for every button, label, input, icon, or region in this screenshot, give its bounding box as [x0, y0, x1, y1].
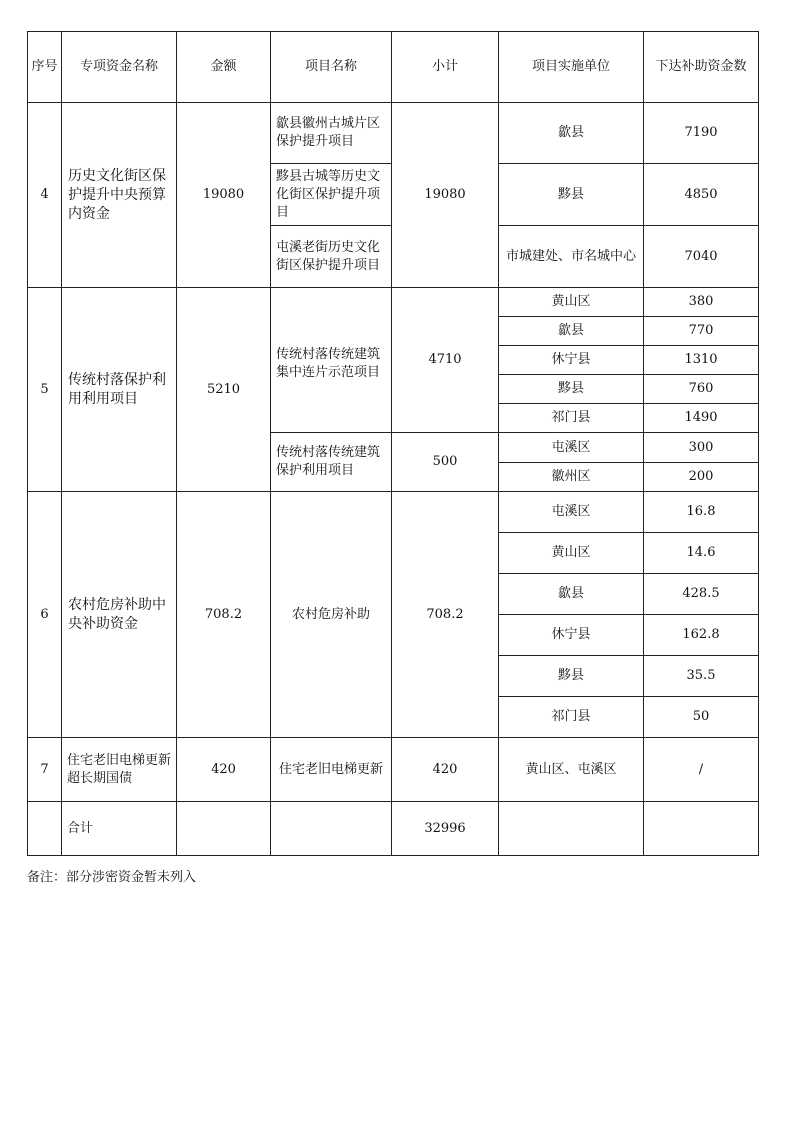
header-fund-name: 专项资金名称 [62, 32, 177, 103]
project-subtotal: 19080 [392, 103, 499, 288]
value-cell: 35.5 [644, 656, 759, 697]
total-label: 合计 [62, 802, 177, 856]
fund-amount: 708.2 [177, 492, 271, 738]
unit-cell: 祁门县 [499, 697, 644, 738]
unit-cell: 屯溪区 [499, 433, 644, 463]
value-cell: 7190 [644, 103, 759, 164]
total-value: 32996 [392, 802, 499, 856]
value-cell: 50 [644, 697, 759, 738]
header-allocated: 下达补助资金数 [644, 32, 759, 103]
fund-amount: 5210 [177, 288, 271, 492]
empty-cell [177, 802, 271, 856]
value-cell: / [644, 738, 759, 802]
unit-cell: 歙县 [499, 317, 644, 346]
table-row [28, 492, 759, 533]
group-seq: 5 [28, 288, 62, 492]
project-subtotal: 4710 [392, 288, 499, 433]
value-cell: 300 [644, 433, 759, 463]
value-cell: 428.5 [644, 574, 759, 615]
table-row [28, 103, 759, 164]
unit-cell: 黟县 [499, 656, 644, 697]
unit-cell: 黟县 [499, 164, 644, 226]
unit-cell: 黄山区 [499, 533, 644, 574]
empty-cell [644, 802, 759, 856]
table-row [28, 738, 759, 802]
footnote: 备注：部分涉密资金暂未列入 [27, 870, 197, 885]
empty-cell [28, 802, 62, 856]
value-cell: 1490 [644, 404, 759, 433]
header-seq: 序号 [28, 32, 62, 103]
unit-cell: 屯溪区 [499, 492, 644, 533]
group-seq: 6 [28, 492, 62, 738]
unit-cell: 歙县 [499, 574, 644, 615]
empty-cell [271, 802, 392, 856]
fund-name: 历史文化街区保护提升中央预算内资金 [62, 103, 177, 288]
value-cell: 4850 [644, 164, 759, 226]
unit-cell: 歙县 [499, 103, 644, 164]
project-name: 传统村落传统建筑集中连片示范项目 [271, 288, 392, 433]
empty-cell [499, 802, 644, 856]
fund-name: 农村危房补助中央补助资金 [62, 492, 177, 738]
project-name: 歙县徽州古城片区保护提升项目 [271, 103, 392, 164]
project-name: 农村危房补助 [271, 492, 392, 738]
header-unit: 项目实施单位 [499, 32, 644, 103]
unit-cell: 休宁县 [499, 615, 644, 656]
project-subtotal: 500 [392, 433, 499, 492]
fund-amount: 19080 [177, 103, 271, 288]
total-row [28, 802, 759, 856]
project-name: 住宅老旧电梯更新 [271, 738, 392, 802]
unit-cell: 黄山区 [499, 288, 644, 317]
value-cell: 7040 [644, 226, 759, 288]
fund-name: 传统村落保护利用利用项目 [62, 288, 177, 492]
project-name: 传统村落传统建筑保护利用项目 [271, 433, 392, 492]
project-name: 黟县古城等历史文化街区保护提升项目 [271, 164, 392, 226]
value-cell: 1310 [644, 346, 759, 375]
header-subtotal: 小计 [392, 32, 499, 103]
unit-cell: 祁门县 [499, 404, 644, 433]
fund-name: 住宅老旧电梯更新超长期国债 [62, 738, 177, 802]
header-amount: 金额 [177, 32, 271, 103]
unit-cell: 黄山区、屯溪区 [499, 738, 644, 802]
table-header-row [28, 32, 759, 103]
value-cell: 14.6 [644, 533, 759, 574]
project-subtotal: 420 [392, 738, 499, 802]
value-cell: 200 [644, 463, 759, 492]
project-subtotal: 708.2 [392, 492, 499, 738]
header-project-name: 项目名称 [271, 32, 392, 103]
unit-cell: 徽州区 [499, 463, 644, 492]
group-seq: 4 [28, 103, 62, 288]
project-name: 屯溪老街历史文化街区保护提升项目 [271, 226, 392, 288]
group-seq: 7 [28, 738, 62, 802]
unit-cell: 休宁县 [499, 346, 644, 375]
value-cell: 16.8 [644, 492, 759, 533]
funding-table [27, 31, 759, 856]
value-cell: 380 [644, 288, 759, 317]
value-cell: 760 [644, 375, 759, 404]
fund-amount: 420 [177, 738, 271, 802]
unit-cell: 市城建处、市名城中心 [499, 226, 644, 288]
value-cell: 770 [644, 317, 759, 346]
table-row [28, 288, 759, 317]
unit-cell: 黟县 [499, 375, 644, 404]
value-cell: 162.8 [644, 615, 759, 656]
